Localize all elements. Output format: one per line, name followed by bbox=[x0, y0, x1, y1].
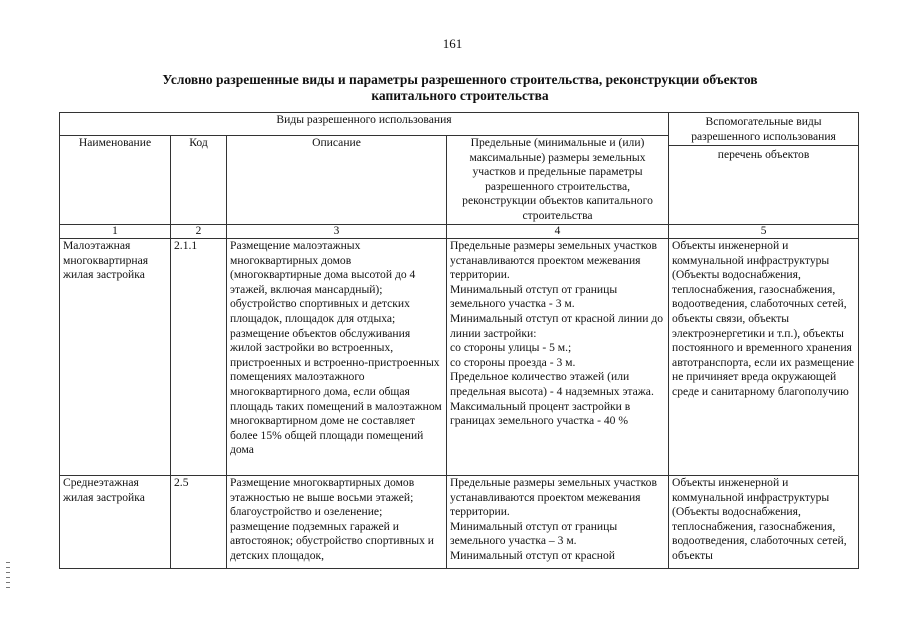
param-line: со стороны проезда - 3 м. bbox=[450, 355, 576, 369]
row-aux: Объекты инженерной и коммунальной инфраструктуры (Объекты водоснабжения, теплоснабжения, газоснабжения, водоотведения, слаботочных сетей, объекты bbox=[669, 476, 859, 569]
param-line: Минимальный отступ от границы земельного участка - 3 м. bbox=[450, 282, 618, 311]
row-code: 2.1.1 bbox=[171, 239, 227, 476]
title-line-2: капитального строительства bbox=[371, 88, 549, 103]
header-aux-list: перечень объектов bbox=[717, 148, 810, 162]
param-line: Предельное количество этажей (или предельная высота) - 4 надземных этажа. bbox=[450, 370, 654, 398]
page-number: 161 bbox=[442, 36, 463, 51]
document-title bbox=[60, 72, 860, 104]
land-use-table bbox=[59, 112, 859, 569]
header-description: Описание bbox=[227, 136, 447, 225]
header-row-numbers bbox=[60, 225, 859, 239]
col-number-3: 3 bbox=[227, 225, 447, 239]
header-row-groups bbox=[60, 113, 859, 136]
row-description: Размещение многоквартирных домов этажностью не выше восьми этажей; благоустройство и озеленение; размещение подземных гаражей и автостоянок; обустройство спортивных и детских площадок, bbox=[227, 476, 447, 569]
header-aux-cell bbox=[669, 113, 859, 225]
param-line: Предельные размеры земельных участков устанавливаются проектом межевания территории. bbox=[450, 476, 657, 519]
row-aux: Объекты инженерной и коммунальной инфраструктуры (Объекты водоснабжения, теплоснабжения, газоснабжения, водоотведения, слаботочных сетей, объекты связи, объекты электроэнергетики и т.п.), объекты постоянного и временного хранения автотранспорта, если их размещение не причиняет вреда окружающей среде и санитарному благополучию bbox=[669, 239, 859, 476]
col-number-4: 4 bbox=[447, 225, 669, 239]
param-line: Минимальный отступ от красной линии до линии застройки: bbox=[450, 311, 664, 340]
row-name: Среднеэтажная жилая застройка bbox=[60, 476, 171, 569]
col-number-1: 1 bbox=[60, 225, 171, 239]
row-description: Размещение малоэтажных многоквартирных домов (многоквартирные дома высотой до 4 этажей, включая мансардный); обустройство спортивных и детских площадок, площадок для отдыха; размещение объектов обслуживания жилой застройки во встроенных, пристроенных и встроенно-пристроенных помещениях малоэтажного многоквартирного дома, если общая площадь таких помещений в малоэтажном многоквартирном доме не составляет более 15% общей площади помещений дома bbox=[227, 239, 447, 476]
param-line: Минимальный отступ от границы земельного участка – 3 м. bbox=[450, 519, 618, 548]
row-name: Малоэтажная многоквартирная жилая застройка bbox=[60, 239, 171, 476]
header-main-group: Виды разрешенного использования bbox=[60, 113, 669, 136]
header-name: Наименование bbox=[60, 136, 171, 225]
param-line: Максимальный процент застройки в границах земельного участка - 40 % bbox=[450, 399, 631, 428]
param-line: Минимальный отступ от красной bbox=[450, 548, 615, 562]
col-number-5: 5 bbox=[669, 225, 859, 239]
col-number-2: 2 bbox=[171, 225, 227, 239]
param-line: Предельные размеры земельных участков устанавливаются проектом межевания территории. bbox=[450, 239, 657, 282]
header-params: Предельные (минимальные и (или) максимальные) размеры земельных участков и предельные параметры разрешенного строительства, реконструкции объектов капитального строительства bbox=[447, 136, 669, 225]
row-params bbox=[447, 476, 669, 569]
table-row bbox=[60, 476, 859, 569]
param-line: со стороны улицы - 5 м.; bbox=[450, 341, 572, 355]
header-aux-group: Вспомогательные виды разрешенного использования bbox=[669, 115, 858, 146]
row-params bbox=[447, 239, 669, 476]
row-code: 2.5 bbox=[171, 476, 227, 569]
margin-marks bbox=[6, 562, 10, 592]
header-code: Код bbox=[171, 136, 227, 225]
table-row bbox=[60, 239, 859, 476]
title-line-1: Условно разрешенные виды и параметры разрешенного строительства, реконструкции объектов bbox=[162, 72, 758, 87]
